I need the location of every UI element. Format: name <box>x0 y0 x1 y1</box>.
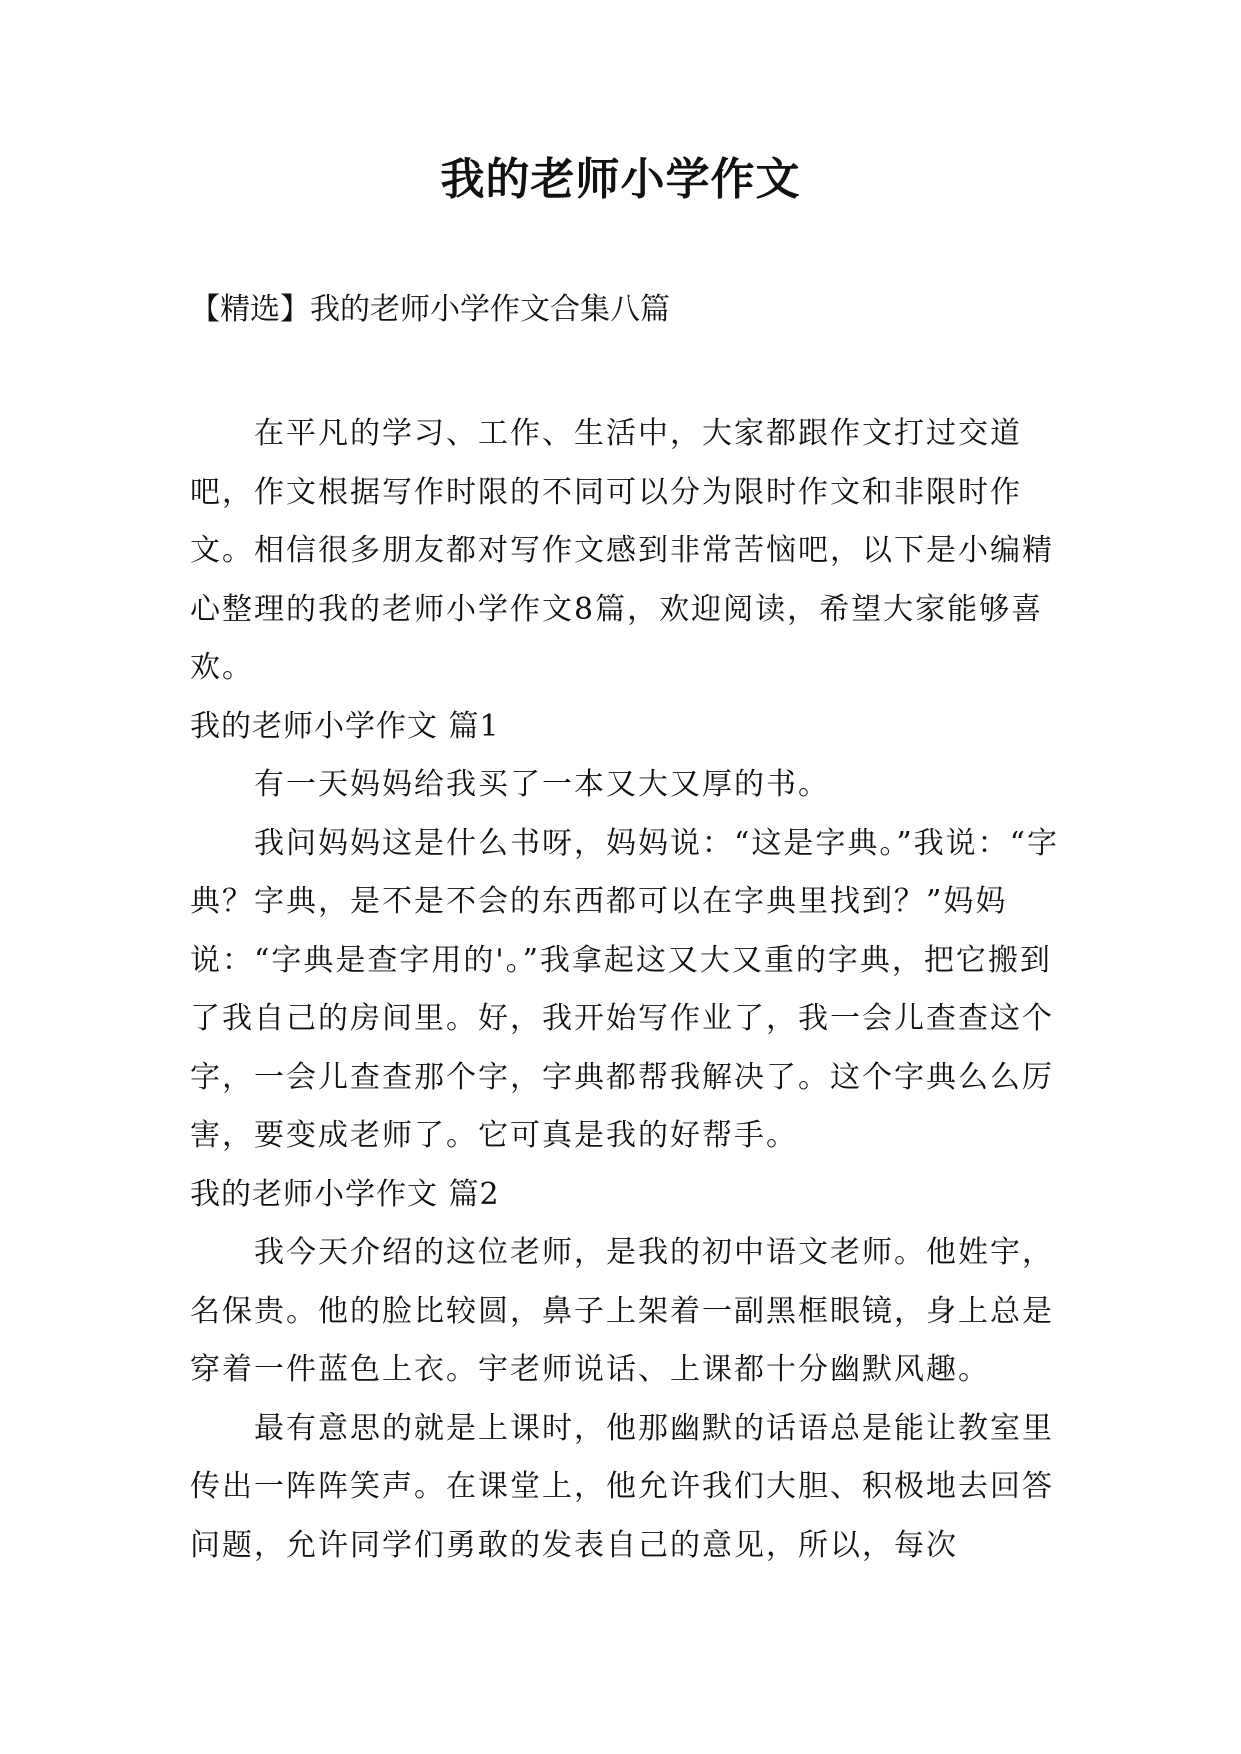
document-subtitle: 【精选】我的老师小学作文合集八篇 <box>190 292 670 327</box>
section-heading: 我的老师小学作文 篇1 <box>190 708 500 744</box>
document-title: 我的老师小学作文 <box>440 154 801 205</box>
section-heading: 我的老师小学作文 篇2 <box>190 1176 500 1212</box>
section-paragraph: 有一天妈妈给我买了一本又大又厚的书。 <box>254 767 830 802</box>
section-paragraph: 我问妈妈这是什么书呀，妈妈说：“这是字典。”我说：“字典？字典，是不是不会的东西都可以在字典里找到？”妈妈说：“字典是查字用的'。”我拿起这又大又重的字典，把它搬到了我自己的房间里。好，我开始写作业了，我一会儿查查这个字，一会儿查查那个字，字典都帮我解决了。这个字典么么厉害，要变成老师了。它可真是我的好帮手。 <box>190 825 1060 1153</box>
section-paragraph: 我今天介绍的这位老师，是我的初中语文老师。他姓宇，名保贵。他的脸比较圆，鼻子上架着一副黑框眼镜，身上总是穿着一件蓝色上衣。宇老师说话、上课都十分幽默风趣。 <box>190 1235 1054 1387</box>
section-paragraph: 最有意思的就是上课时，他那幽默的话语总是能让教室里传出一阵阵笑声。在课堂上，他允许我们大胆、积极地去回答问题，允许同学们勇敢的发表自己的意见，所以，每次 <box>190 1410 1054 1563</box>
document-body <box>190 405 1060 1575</box>
intro-paragraph: 在平凡的学习、工作、生活中，大家都跟作文打过交道吧，作文根据写作时限的不同可以分为限时作文和非限时作文。相信很多朋友都对写作文感到非常苦恼吧，以下是小编精心整理的我的老师小学作文8篇，欢迎阅读，希望大家能够喜欢。 <box>190 416 1054 685</box>
